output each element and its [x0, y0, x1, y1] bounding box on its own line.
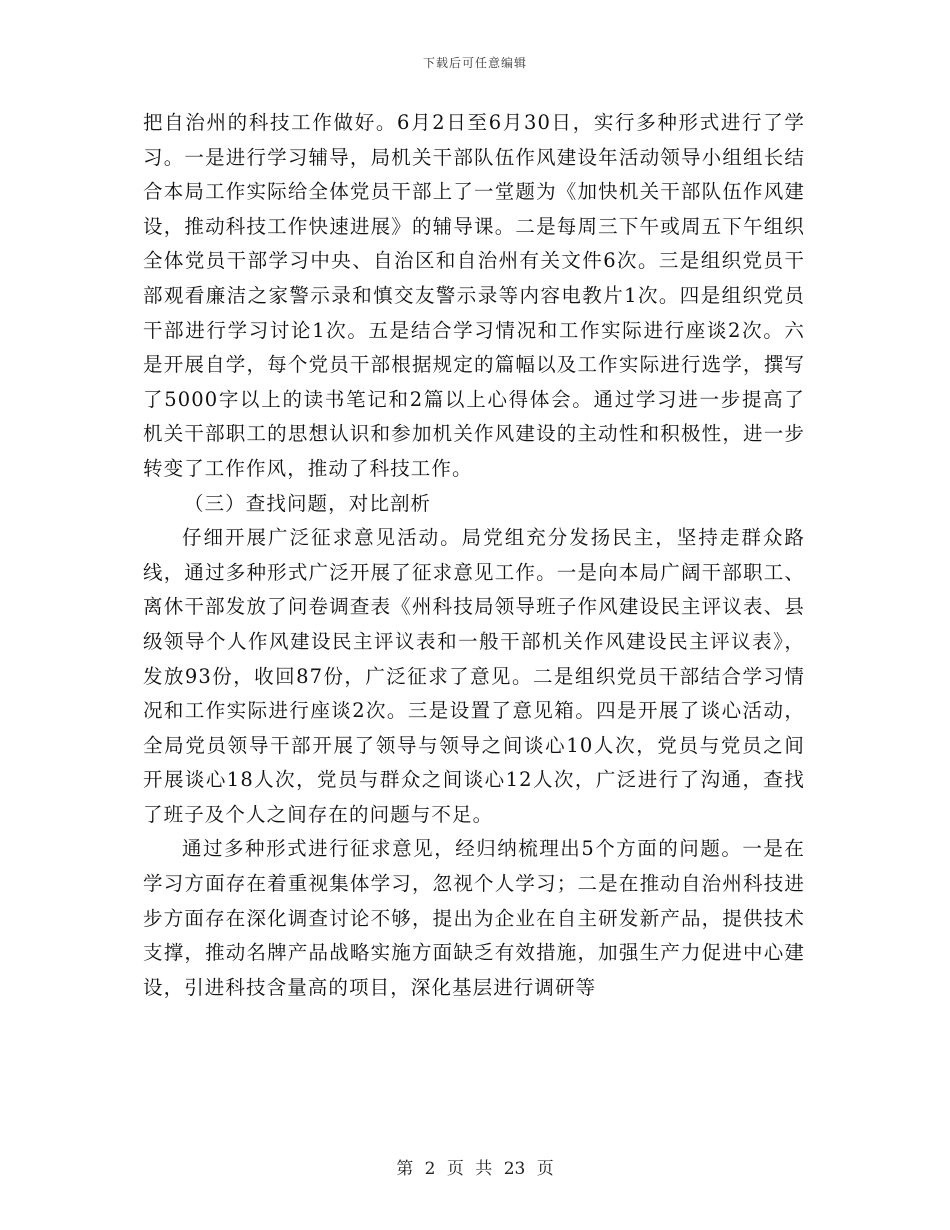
- document-body: [143, 106, 805, 1005]
- page-number-footer: 第 2 页 共 23 页: [396, 1159, 554, 1179]
- paragraph-study-activities: 把自治州的科技工作做好。6月2日至6月30日，实行多种形式进行了学习。一是进行学习辅导，局机关干部队伍作风建设年活动领导小组组长结合本局工作实际给全体党员干部上了一堂题为《加快机关干部队伍作风建设，推动科技工作快速进展》的辅导课。二是每周三下午或周五下午组织全体党员干部学习中央、自治区和自治州有关文件6次。三是组织党员干部观看廉洁之家警示录和慎交友警示录等内容电教片1次。四是组织党员干部进行学习讨论1次。五是结合学习情况和工作实际进行座谈2次。六是开展自学，每个党员干部根据规定的篇幅以及工作实际进行选学，撰写了5000字以上的读书笔记和2篇以上心得体会。通过学习进一步提高了机关干部职工的思想认识和参加机关作风建设的主动性和积极性，进一步转变了工作作风，推动了科技工作。: [143, 111, 805, 480]
- page-header: 下载后可任意编辑: [422, 56, 527, 70]
- paragraph-solicit-opinions: 仔细开展广泛征求意见活动。局党组充分发扬民主，坚持走群众路线，通过多种形式广泛开展了征求意见工作。一是向本局广阔干部职工、离休干部发放了问卷调查表《州科技局领导班子作风建设民主评议表、县级领导个人作风建设民主评议表和一般干部机关作风建设民主评议表》，发放93份，收回87份，广泛征求了意见。二是组织党员干部结合学习情况和工作实际进行座谈2次。三是设置了意见箱。四是开展了谈心活动，全局党员领导干部开展了领导与领导之间谈心10人次，党员与党员之间开展谈心18人次，党员与群众之间谈心12人次，广泛进行了沟通，查找了班子及个人之间存在的问题与不足。: [143, 526, 805, 826]
- section-heading-find-problems: （三）查找问题，对比剖析: [183, 491, 432, 515]
- paragraph-problem-summary: 通过多种形式进行征求意见，经归纳梳理出5个方面的问题。一是在学习方面存在着重视集体学习，忽视个人学习；二是在推动自治州科技进步方面存在深化调查讨论不够，提出为企业在自主研发新产品，提供技术支撑，推动名牌产品战略实施方面缺乏有效措施，加强生产力促进中心建设，引进科技含量高的项目，深化基层进行调研等: [143, 837, 805, 999]
